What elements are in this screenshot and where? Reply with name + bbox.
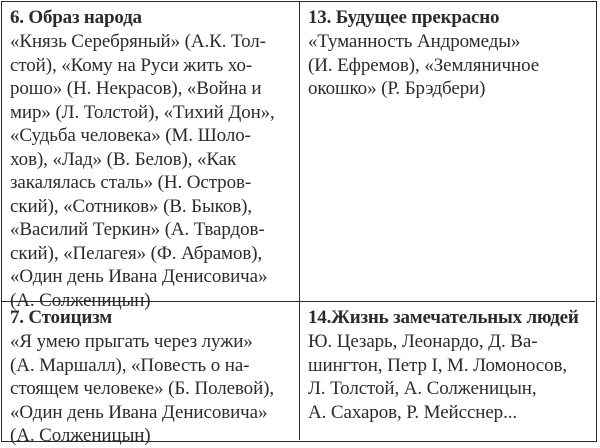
cell-title: 6. Образ народа	[10, 7, 142, 28]
table-cell-theme-6	[2, 2, 300, 311]
cell-line: шингтон, Петр I, М. Ломоносов,	[308, 354, 568, 376]
cell-line: Ю. Цезарь, Леонардо, Д. Ва-	[308, 331, 538, 352]
cell-line: «Туманность Андромеды»	[308, 31, 521, 52]
cell-line: (А. Солженицын)	[10, 289, 151, 311]
cell-title: 7. Стоицизм	[10, 307, 113, 328]
themes-table	[1, 1, 597, 446]
cell-line: стоящем человеке» (Б. Полевой),	[10, 378, 275, 399]
table-cell-theme-7	[2, 302, 300, 446]
cell-line: хов), «Лад» (В. Белов), «Как	[10, 148, 237, 170]
cell-line: ский), «Сотников» (В. Быков),	[10, 195, 252, 217]
cell-line: (А. Маршалл), «Повесть о на-	[10, 354, 250, 376]
cell-line: А. Сахаров, Р. Мейсснер...	[308, 401, 518, 423]
cell-line: «Один день Ивана Денисовича»	[10, 401, 268, 423]
cell-line: закалялась сталь» (Н. Остров-	[10, 172, 252, 193]
table-cell-theme-14	[300, 302, 595, 440]
cell-line: «Судьба человека» (М. Шоло-	[10, 125, 251, 146]
cell-line: Л. Толстой, А. Солженицын,	[308, 378, 537, 399]
table-cell-theme-13	[300, 2, 595, 302]
cell-line: мир» (Л. Толстой), «Тихий Дон»,	[10, 101, 275, 123]
cell-title: 13. Будущее прекрасно	[308, 7, 500, 28]
cell-line: окошко» (Р. Брэдбери)	[308, 78, 486, 99]
cell-line: «Один день Ивана Денисовича»	[10, 266, 268, 287]
cell-line: (А. Солженицын)	[10, 425, 151, 446]
cell-line: (И. Ефремов), «Земляничное	[308, 54, 540, 76]
cell-line: ский), «Пелагея» (Ф. Абрамов),	[10, 242, 263, 264]
cell-line: «Василий Теркин» (А. Твардов-	[10, 219, 265, 240]
cell-line: «Князь Серебряный» (А.К. Тол-	[10, 31, 266, 52]
cell-title: 14.Жизнь замечательных людей	[308, 307, 579, 328]
cell-line: рошо» (Н. Некрасов), «Война и	[10, 78, 262, 99]
cell-line: «Я умею прыгать через лужи»	[10, 331, 253, 352]
cell-line: стой), «Кому на Руси жить хо-	[10, 54, 253, 76]
